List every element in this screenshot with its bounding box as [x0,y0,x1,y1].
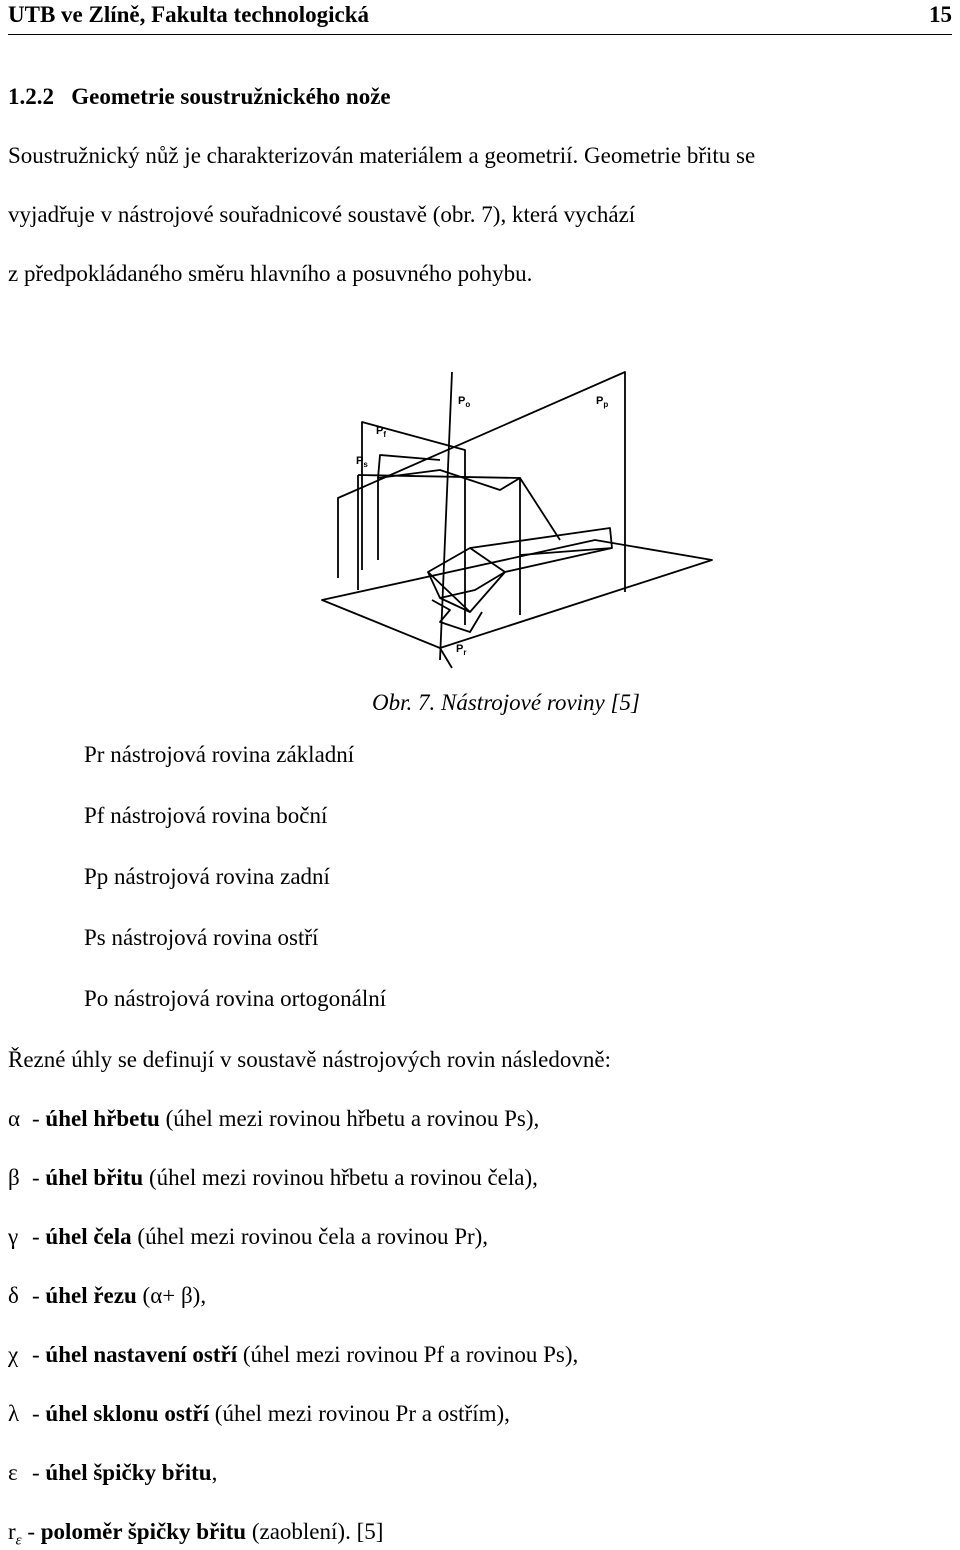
plane-pp [338,372,625,592]
page-number: 15 [929,2,952,27]
legend-item-pf: Pf nástrojová rovina boční [84,803,328,828]
definition-delta: δ - úhel řezu (α+ β), [8,1283,207,1308]
definition-chi: χ - úhel nastavení ostří (úhel mezi rovinou Pf a rovinou Ps), [8,1342,579,1367]
intro-line-3: z předpokládaného směru hlavního a posuvného pohybu. [8,261,533,286]
definition-epsilon: ε - úhel špičky břitu, [8,1460,218,1485]
definition-r-epsilon: $r_\varepsilon$ - poloměr špičky břitu (zaoblení). [5] [8,1519,384,1549]
legend-item-ps: Ps nástrojová rovina ostří [84,925,319,950]
tool-planes-figure [300,340,720,680]
plane-pr [322,540,712,648]
label-pf: $P_f$ [376,425,387,439]
tool-tip [432,600,482,632]
angles-intro: Řezné úhly se definují v soustavě nástrojových rovin následovně: [8,1047,611,1072]
section-heading: 1.2.2 Geometrie soustružnického nože [8,84,391,109]
header-rule [8,34,952,35]
definition-gamma: γ - úhel čela (úhel mezi rovinou čela a rovinou Pr), [8,1224,489,1249]
label-pr: $P_r$ [456,643,467,657]
legend-item-po: Po nástrojová rovina ortogonální [84,986,387,1011]
intro-line-1: Soustružnický nůž je charakterizován materiálem a geometrií. Geometrie břitu se [8,143,756,168]
legend-item-pp: Pp nástrojová rovina zadní [84,864,330,889]
definition-beta: β - úhel břitu (úhel mezi rovinou hřbetu a rovinou čela), [8,1165,538,1190]
figure-caption: Obr. 7. Nástrojové roviny [5] [372,690,640,715]
vertical-axis [440,372,452,660]
legend-item-pr: Pr nástrojová rovina základní [84,742,355,767]
label-pp: $P_p$ [596,395,609,409]
definition-lambda: λ - úhel sklonu ostří (úhel mezi rovinou Pr a ostřím), [8,1401,510,1426]
label-po: $P_o$ [458,395,471,409]
label-ps: $P_s$ [356,455,368,469]
intro-line-2: vyjadřuje v nástrojové souřadnicové soustavě (obr. 7), která vychází [8,202,636,227]
definition-alpha: α - úhel hřbetu (úhel mezi rovinou hřbetu a rovinou Ps), [8,1106,540,1131]
plane-po [378,470,560,560]
running-header-title: UTB ve Zlíně, Fakulta technologická [8,2,369,27]
